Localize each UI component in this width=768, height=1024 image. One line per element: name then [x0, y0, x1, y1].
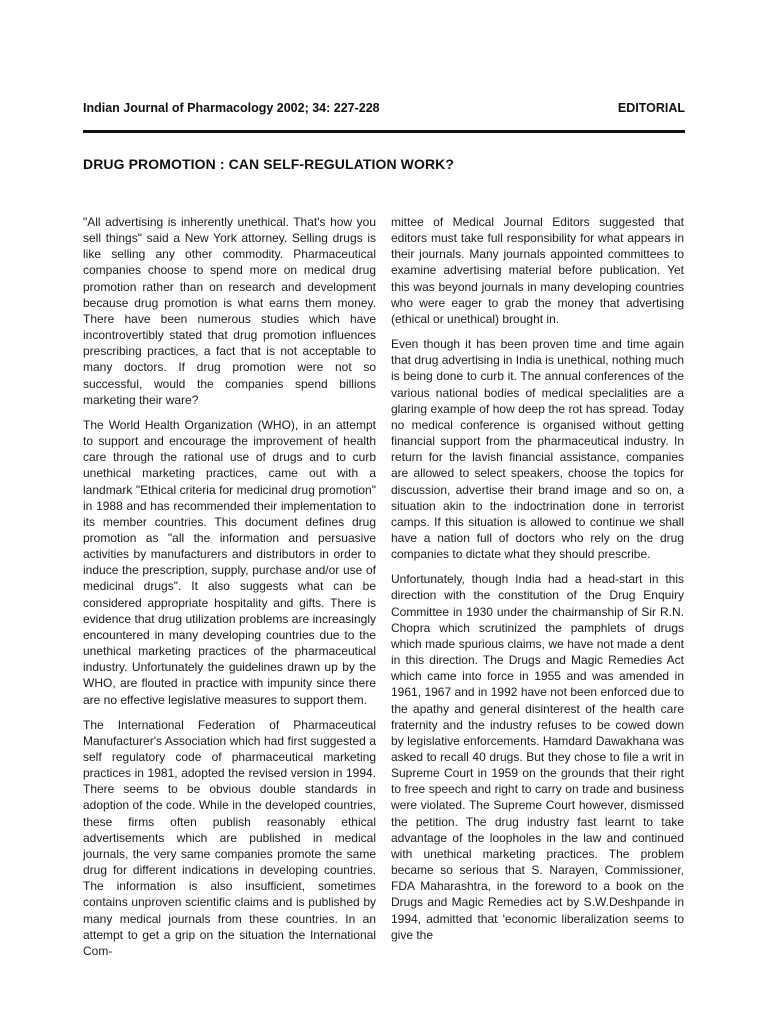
paragraph: "All advertising is inherently unethical. That's how you sell things" said a New York attorney. Selling drugs is like selling any other commodity. Pharmaceutical companies choose to spend more on medical drug promotion rather than on research and development because drug promotion is what earns them money. There have been numerous studies which have incontrovertibly stated that drug promotion influences prescribing practices, a fact that is not acceptable to many doctors. If drug promotion were not so successful, would the companies spend billions marketing their ware? — [83, 215, 376, 407]
header-rule — [83, 130, 685, 133]
section-label: EDITORIAL — [617, 101, 685, 115]
article-title: DRUG PROMOTION : CAN SELF-REGULATION WORK? — [83, 156, 455, 172]
paragraph: Even though it has been proven time and time again that drug advertising in India is unethical, nothing much is being done to curb it. The annual conferences of the various national bodies of medical specialities are a glaring example of how deep the rot has spread. Today no medical conference is organised without getting financial support from the pharmaceutical industry. In return for the lavish financial assistance, companies are allowed to select speakers, choose the topics for discussion, advertise their brand image and so on, a situation akin to the indoctrination done in terrorist camps. If this situation is allowed to continue we shall have a nation full of doctors who rely on the drug companies to dictate what they should prescribe. — [391, 337, 684, 562]
left-column — [83, 214, 376, 968]
journal-citation: Indian Journal of Pharmacology 2002; 34: 227-228 — [83, 101, 380, 115]
paragraph: The International Federation of Pharmaceutical Manufacturer's Association which had first suggested a self regulatory code of pharmaceutical marketing practices in 1981, adopted the revised version in 1994. There seems to be obvious double standards in adoption of the code. While in the developed countries, these firms often publish reasonably ethical advertisements which are published in medical journals, the very same companies promote the same drug for different indications in developing countries. The information is also insufficient, sometimes contains unproven scientific claims and is published by many medical journals from these countries. In an attempt to get a grip on the situation the International Com- — [83, 717, 376, 958]
right-column — [391, 214, 684, 952]
paragraph: Unfortunately, though India had a head-start in this direction with the constitution of the Drug Enquiry Committee in 1930 under the chairmanship of Sir R.N. Chopra which scrutinized the pamphlets of drugs which made spurious claims, we have not made a dent in this direction. The Drugs and Magic Remedies Act which came into force in 1955 and was amended in 1961, 1967 and in 1992 have not been enforced due to the apathy and general disinterest of the health care fraternity and the industry refuses to be cowed down by legislative enforcements. Hamdard Dawakhana was asked to recall 40 drugs. But they chose to file a writ in Supreme Court in 1959 on the grounds that their right to free speech and right to carry on trade and business were violated. The Supreme Court however, dismissed the petition. The drug industry fast learnt to take advantage of the loopholes in the law and continued with unethical marketing practices. The problem became so serious that S. Narayen, Commissioner, FDA Maharashtra, in the foreword to a book on the Drugs and Magic Remedies act by S.W.Deshpande in 1994, admitted that 'economic liberalization seems to give the — [391, 572, 684, 942]
running-header — [83, 101, 685, 115]
paragraph: mittee of Medical Journal Editors suggested that editors must take full responsibility for what appears in their journals. Many journals appointed committees to examine advertising material before publication. Yet this was beyond journals in many developing countries who were eager to grab the money that advertising (ethical or unethical) brought in. — [391, 215, 684, 326]
paragraph: The World Health Organization (WHO), in an attempt to support and encourage the improvement of health care through the rational use of drugs and to curb unethical marketing practices, came out with a landmark "Ethical criteria for medicinal drug promotion" in 1988 and has recommended their implementation to its member countries. This document defines drug promotion as "all the information and persuasive activities by manufacturers and distributors in order to induce the prescription, supply, purchase and/or use of medicinal drugs". It also suggests what can be considered appropriate hospitality and gifts. There is evidence that drug utilization problems are increasingly encountered in many developing countries due to the unethical marketing practices of the pharmaceutical industry. Unfortunately the guidelines drawn up by the WHO, are flouted in practice with impunity since there are no effective legislative measures to support them. — [83, 417, 376, 707]
